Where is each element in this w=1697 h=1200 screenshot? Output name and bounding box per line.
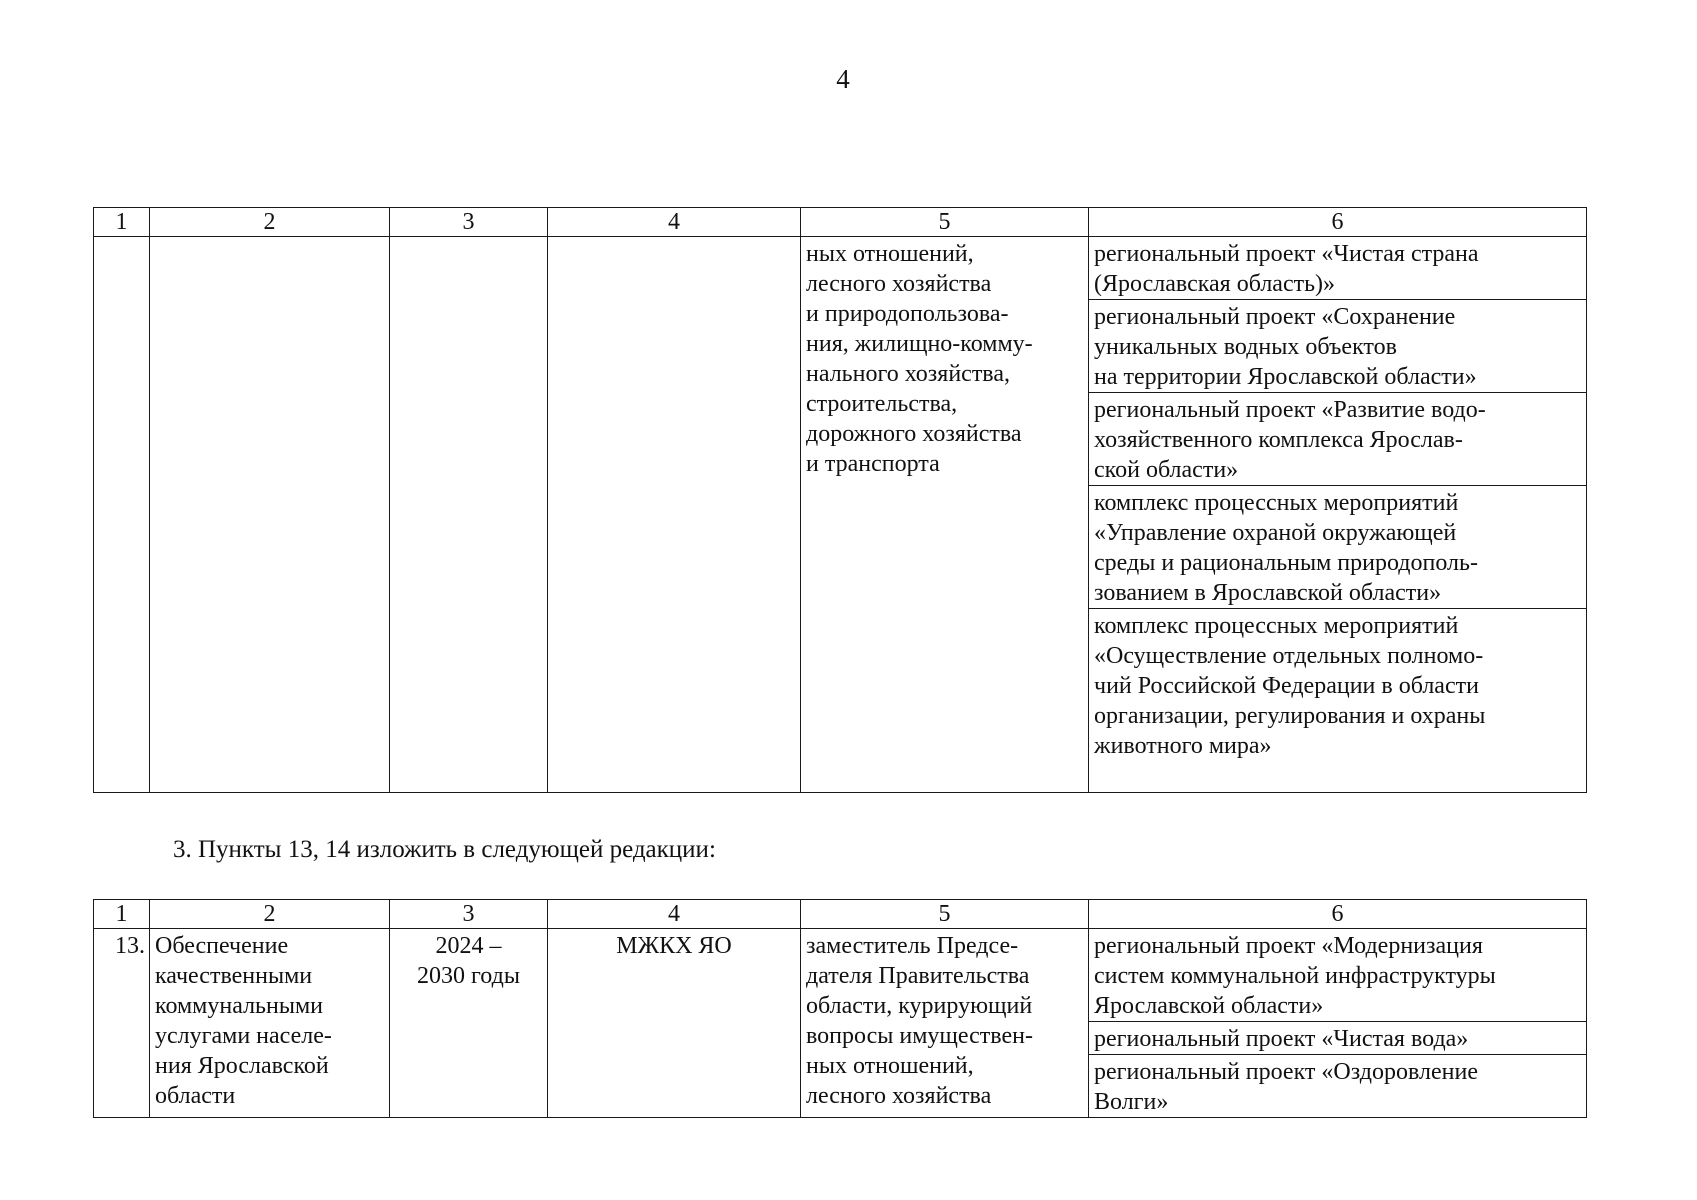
text-line: хозяйственного комплекса Ярослав-	[1094, 427, 1463, 453]
header-col-5: 5	[801, 900, 1089, 929]
text-line: коммунальными	[155, 993, 323, 1019]
text-line: зованием в Ярославской области»	[1094, 580, 1442, 606]
text-line: чий Российской Федерации в области	[1094, 673, 1479, 699]
table-continuation	[93, 207, 1587, 793]
text-line: нального хозяйства,	[806, 361, 1010, 387]
header-col-4: 4	[548, 900, 801, 929]
header-col-5: 5	[801, 208, 1089, 237]
text-line: уникальных водных объектов	[1094, 334, 1397, 360]
project-item	[1089, 300, 1586, 393]
table-row	[94, 237, 1587, 793]
header-col-4: 4	[548, 208, 801, 237]
text-line: региональный проект «Чистая вода»	[1094, 1026, 1469, 1052]
cell-col-3-period	[390, 929, 548, 1118]
text-line: Ярославской области»	[1094, 993, 1324, 1019]
text-line: ных отношений,	[806, 241, 974, 267]
text-line: региональный проект «Оздоровление	[1094, 1059, 1478, 1085]
header-col-3: 3	[390, 208, 548, 237]
cell-col-6-projects	[1089, 237, 1587, 793]
page-number: 4	[836, 64, 850, 94]
header-col-2: 2	[150, 208, 390, 237]
project-item	[1089, 929, 1586, 1022]
cell-col-2	[150, 237, 390, 793]
text-line: «Осуществление отдельных полномо-	[1094, 643, 1484, 669]
text-line: ния Ярославской	[155, 1053, 329, 1079]
project-item	[1089, 609, 1586, 761]
text-line: комплекс процессных мероприятий	[1094, 490, 1459, 516]
text-line: 2030 годы	[417, 963, 520, 989]
text-line: и транспорта	[806, 451, 940, 477]
text-line: лесного хозяйства	[806, 271, 992, 297]
text-line: качественными	[155, 963, 313, 989]
text-line: на территории Ярославской области»	[1094, 364, 1477, 390]
text-line: региональный проект «Чистая страна	[1094, 241, 1479, 267]
cell-col-3	[390, 237, 548, 793]
text-line: животного мира»	[1094, 733, 1272, 759]
header-col-2: 2	[150, 900, 390, 929]
text-line: заместитель Предсе-	[806, 933, 1019, 959]
text-line: строительства,	[806, 391, 958, 417]
project-item	[1089, 237, 1586, 300]
table-header-row	[94, 900, 1587, 929]
cell-col-4	[548, 237, 801, 793]
text-line: Обеспечение	[155, 933, 289, 959]
table-header-row	[94, 208, 1587, 237]
table-row	[94, 929, 1587, 1118]
text-line: и природопользова-	[806, 301, 1009, 327]
table-amendment	[93, 899, 1587, 1118]
text-line: систем коммунальной инфраструктуры	[1094, 963, 1496, 989]
text-line: региональный проект «Развитие водо-	[1094, 397, 1486, 423]
text-line: региональный проект «Модернизация	[1094, 933, 1483, 959]
text-line: дорожного хозяйства	[806, 421, 1022, 447]
text-line: комплекс процессных мероприятий	[1094, 613, 1459, 639]
cell-col-6-projects	[1089, 929, 1587, 1118]
header-col-6: 6	[1089, 900, 1587, 929]
cell-col-4-executor: МЖКХ ЯО	[548, 929, 801, 1118]
text-line: вопросы имуществен-	[806, 1023, 1033, 1049]
project-item	[1089, 1055, 1586, 1117]
text-line: организации, регулирования и охраны	[1094, 703, 1486, 729]
project-item	[1089, 393, 1586, 486]
text-line: услугами населе-	[155, 1023, 332, 1049]
text-line: 2024 –	[435, 933, 502, 959]
text-line: области, курирующий	[806, 993, 1033, 1019]
text-line: среды и рациональным природополь-	[1094, 550, 1478, 576]
text-line: лесного хозяйства	[806, 1083, 992, 1109]
text-line: региональный проект «Сохранение	[1094, 304, 1456, 330]
header-col-6: 6	[1089, 208, 1587, 237]
cell-col-5-curator	[801, 237, 1089, 793]
project-item	[1089, 1022, 1586, 1055]
text-line: ской области»	[1094, 457, 1239, 483]
text-line: дателя Правительства	[806, 963, 1030, 989]
cell-col-2-task	[150, 929, 390, 1118]
cell-col-1	[94, 237, 150, 793]
text-line: Волги»	[1094, 1089, 1169, 1115]
header-col-1: 1	[94, 900, 150, 929]
instruction-text: 3. Пункты 13, 14 изложить в следующей редакции:	[173, 836, 716, 863]
row-number: 13.	[94, 929, 150, 1118]
text-line: (Ярославская область)»	[1094, 271, 1336, 297]
text-line: ных отношений,	[806, 1053, 974, 1079]
header-col-3: 3	[390, 900, 548, 929]
text-line: «Управление охраной окружающей	[1094, 520, 1457, 546]
header-col-1: 1	[94, 208, 150, 237]
cell-col-5-curator	[801, 929, 1089, 1118]
text-line: ния, жилищно-комму-	[806, 331, 1033, 357]
project-item	[1089, 486, 1586, 609]
text-line: области	[155, 1083, 236, 1109]
